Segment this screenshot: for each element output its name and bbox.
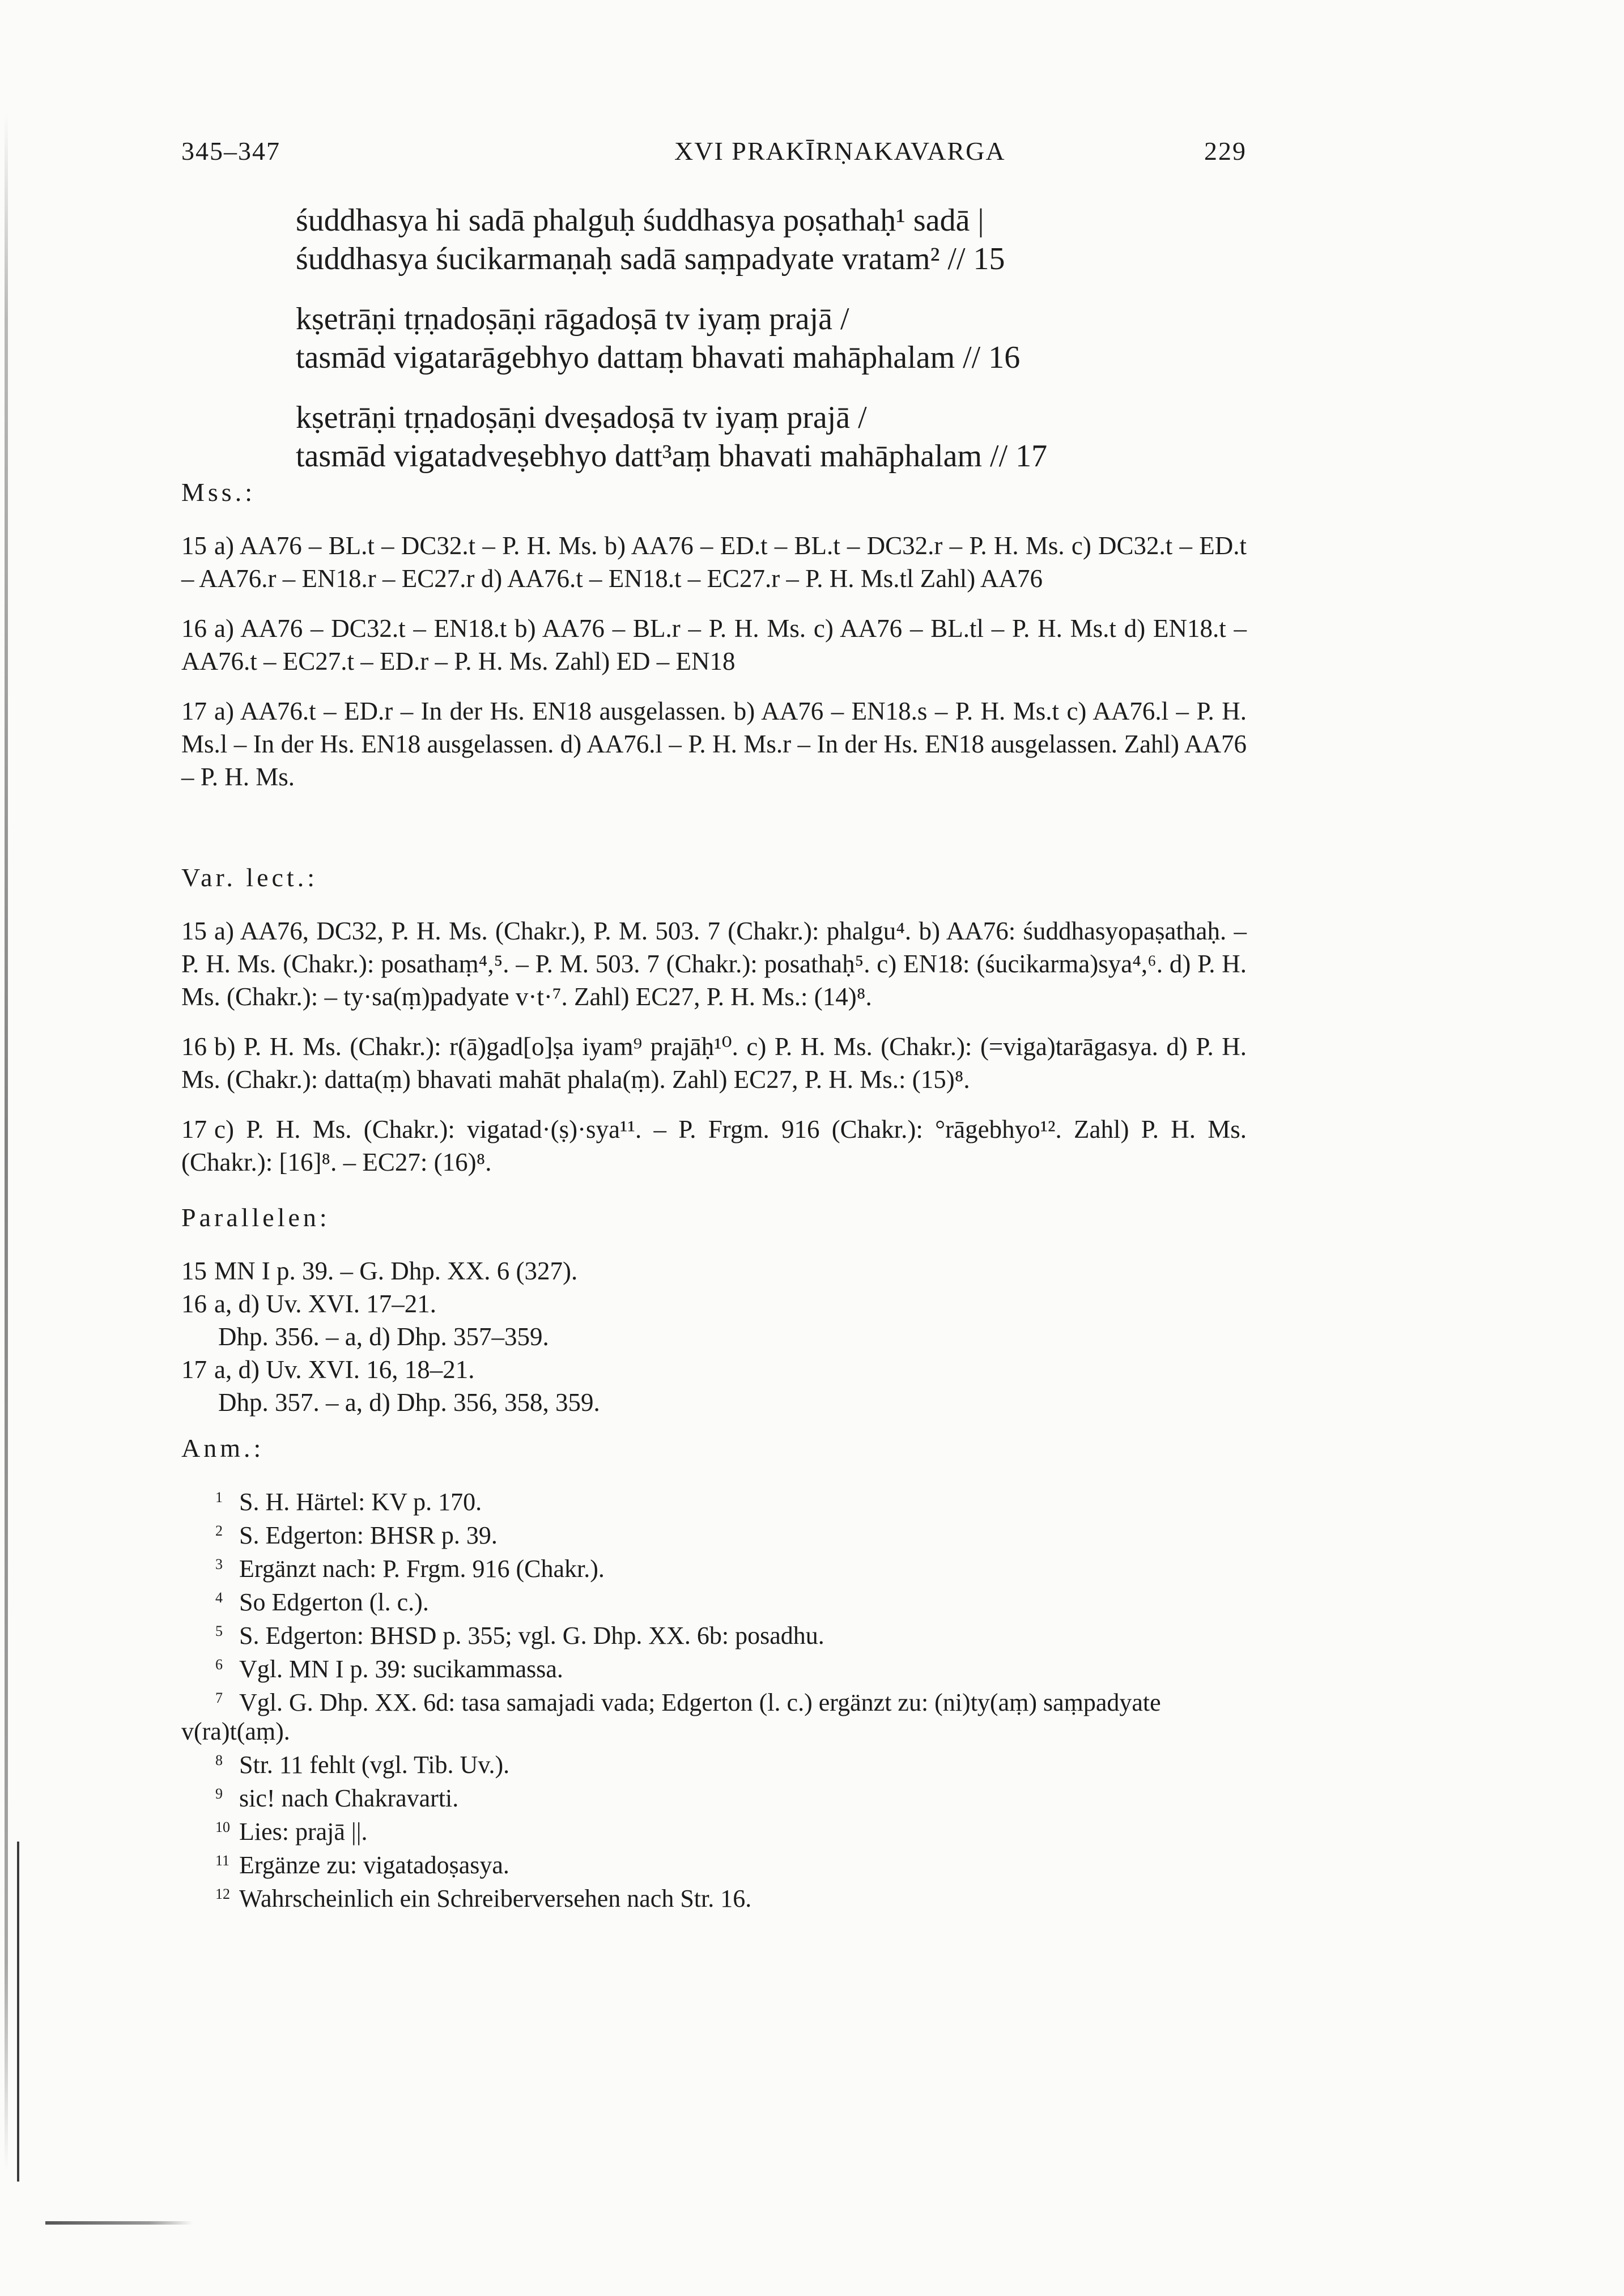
entry-text: a) AA76 – DC32.t – EN18.t b) AA76 – BL.r – P. H. Ms. c) AA76 – BL.tl – P. H. Ms.t d) EN18.t – AA76.t – EC27.t – ED.r – P. H. Ms. Zahl) ED – EN18 xyxy=(181,614,1247,675)
footnote xyxy=(181,1746,1247,1779)
footnote-text: Lies: prajā ||. xyxy=(239,1818,368,1846)
entry-text: a) AA76, DC32, P. H. Ms. (Chakr.), P. M. 503. 7 (Chakr.): phalgu⁴. b) AA76: śuddhasyopaṣathaḥ. – P. H. Ms. (Chakr.): posathaṃ⁴,⁵. – P. M. 503. 7 (Chakr.): posathaḥ⁵. c) EN18: (śucikarma)sya⁴,⁶. d) P. H. Ms. (Chakr.): – ty·sa(ṃ)padyate v·t·⁷. Zahl) EC27, P. H. Ms.: (14)⁸. xyxy=(181,917,1247,1011)
verse-line: tasmād vigatadveṣebhyo datt³aṃ bhavati mahāphalam // 17 xyxy=(296,439,1048,474)
entry-number: 15 xyxy=(181,917,207,945)
entry-number: 17 xyxy=(181,1115,207,1143)
parallelen-section xyxy=(181,1201,1247,1419)
entry-text: a) AA76 – BL.t – DC32.t – P. H. Ms. b) AA76 – ED.t – BL.t – DC32.r – P. H. Ms. c) DC32.t – ED.t – AA76.r – EN18.r – EC27.r d) AA76.t – EN18.t – EC27.r – P. H. Ms.tl Zahl) AA76 xyxy=(181,532,1247,593)
parallel-entry xyxy=(181,1287,1247,1353)
footnote-text: sic! nach Chakravarti. xyxy=(239,1784,459,1812)
footnote-number: 6 xyxy=(215,1656,223,1673)
footnote-text: Vgl. G. Dhp. XX. 6d: tasa samajadi vada; Edgerton (l. c.) ergänzt zu: (ni)ty(aṃ) saṃpadyate v(ra)t(aṃ). xyxy=(181,1689,1161,1745)
section-heading: Mss.: xyxy=(181,478,256,507)
footnote-text: So Edgerton (l. c.). xyxy=(239,1588,429,1616)
verse-line: kṣetrāṇi tṛṇadoṣāṇi dveṣadoṣā tv iyaṃ prajā / xyxy=(296,400,867,435)
mss-entry xyxy=(181,612,1247,678)
entry-continuation: Dhp. 357. – a, d) Dhp. 356, 358, 359. xyxy=(218,1388,600,1417)
scan-edge xyxy=(5,113,8,2170)
chapter-title: XVI PRAKĪRṆAKAVARGA xyxy=(674,137,1006,165)
footnote-text: Str. 11 fehlt (vgl. Tib. Uv.). xyxy=(239,1751,510,1779)
verse-line: śuddhasya hi sadā phalguḥ śuddhasya poṣathaḥ¹ sadā | xyxy=(296,203,984,238)
footnote xyxy=(181,1779,1247,1813)
entry-number: 15 xyxy=(181,532,207,560)
footnote xyxy=(181,1683,1247,1746)
footnote-text: Ergänze zu: vigatadoṣasya. xyxy=(239,1851,509,1879)
footnote-text: S. H. Härtel: KV p. 170. xyxy=(239,1488,482,1516)
footnote xyxy=(181,1550,1247,1583)
footnote xyxy=(181,1516,1247,1550)
footnote-number: 7 xyxy=(215,1690,223,1706)
var-lect-entry xyxy=(181,915,1247,1013)
parallel-entry xyxy=(181,1353,1247,1419)
entry-number: 16 xyxy=(181,614,207,643)
entry-text: c) P. H. Ms. (Chakr.): vigatad·(ṣ)·sya¹¹. – P. Frgm. 916 (Chakr.): °rāgebhyo¹². Zahl) P. H. Ms. (Chakr.): [16]⁸. – EC27: (16)⁸. xyxy=(181,1115,1247,1176)
footnote xyxy=(181,1617,1247,1650)
var-lect-entry xyxy=(181,1030,1247,1096)
parallel-entry xyxy=(181,1255,1247,1287)
entry-number: 16 xyxy=(181,1290,207,1318)
page-number: 229 xyxy=(1204,137,1247,165)
mss-entry xyxy=(181,695,1247,793)
footnote xyxy=(181,1813,1247,1846)
footnote-number: 12 xyxy=(215,1886,230,1902)
footnote xyxy=(181,1483,1247,1516)
anm-section xyxy=(181,1434,1247,1913)
entry-number: 15 xyxy=(181,1257,207,1285)
footnote-text: S. Edgerton: BHSD p. 355; vgl. G. Dhp. XX. 6b: posadhu. xyxy=(239,1622,824,1649)
footnote-text: S. Edgerton: BHSR p. 39. xyxy=(239,1521,498,1549)
footnote-number: 4 xyxy=(215,1589,223,1606)
footnote-number: 9 xyxy=(215,1785,223,1802)
section-heading: Var. lect.: xyxy=(181,863,318,892)
footnote xyxy=(181,1650,1247,1683)
footnote-text: Ergänzt nach: P. Frgm. 916 (Chakr.). xyxy=(239,1555,605,1583)
entry-text: a) AA76.t – ED.r – In der Hs. EN18 ausgelassen. b) AA76 – EN18.s – P. H. Ms.t c) AA76.l – P. H. Ms.l – In der Hs. EN18 ausgelassen. d) AA76.l – P. H. Ms.r – In der Hs. EN18 ausgelassen. Zahl) AA76 – P. H. Ms. xyxy=(181,697,1247,791)
var-lect-section xyxy=(181,861,1247,1196)
running-head xyxy=(181,136,1247,181)
stanza-17 xyxy=(296,398,1259,475)
scan-edge-mark xyxy=(17,1842,19,2182)
footnote-number: 3 xyxy=(215,1556,223,1572)
section-heading: Anm.: xyxy=(181,1434,265,1462)
verse-line: kṣetrāṇi tṛṇadoṣāṇi rāgadoṣā tv iyaṃ prajā / xyxy=(296,301,849,337)
footnote-number: 2 xyxy=(215,1523,223,1539)
footnote-number: 8 xyxy=(215,1752,223,1768)
verse-range: 345–347 xyxy=(181,137,280,165)
entry-text: a, d) Uv. XVI. 16, 18–21. xyxy=(214,1355,475,1384)
entry-number: 17 xyxy=(181,697,207,725)
entry-number: 16 xyxy=(181,1032,207,1061)
mss-entry xyxy=(181,529,1247,595)
footnote-number: 10 xyxy=(215,1819,230,1835)
section-heading: Parallelen: xyxy=(181,1203,330,1232)
verse-block xyxy=(296,201,1259,497)
entry-text: MN I p. 39. – G. Dhp. XX. 6 (327). xyxy=(214,1257,578,1285)
verse-line: śuddhasya śucikarmaṇaḥ sadā saṃpadyate vratam² // 15 xyxy=(296,241,1005,277)
mss-section xyxy=(181,476,1247,810)
entry-text: b) P. H. Ms. (Chakr.): r(ā)gad[o]ṣa iyam⁹ prajāḥ¹⁰. c) P. H. Ms. (Chakr.): (=viga)tarāgasya. d) P. H. Ms. (Chakr.): datta(ṃ) bhavati mahāt phala(ṃ). Zahl) EC27, P. H. Ms.: (15)⁸. xyxy=(181,1032,1247,1094)
footnote xyxy=(181,1880,1247,1913)
footnote xyxy=(181,1583,1247,1617)
verse-line: tasmād vigatarāgebhyo dattaṃ bhavati mahāphalam // 16 xyxy=(296,340,1021,375)
scan-smudge xyxy=(45,2221,193,2225)
stanza-16 xyxy=(296,300,1259,377)
entry-continuation: Dhp. 356. – a, d) Dhp. 357–359. xyxy=(218,1323,549,1351)
footnote-text: Wahrscheinlich ein Schreiberversehen nach Str. 16. xyxy=(239,1885,752,1912)
footnote-text: Vgl. MN I p. 39: sucikammassa. xyxy=(239,1655,563,1683)
footnote xyxy=(181,1846,1247,1880)
entry-text: a, d) Uv. XVI. 17–21. xyxy=(214,1290,437,1318)
var-lect-entry xyxy=(181,1113,1247,1179)
stanza-15 xyxy=(296,201,1259,278)
footnote-number: 1 xyxy=(215,1489,223,1506)
footnote-number: 11 xyxy=(215,1852,230,1869)
entry-number: 17 xyxy=(181,1355,207,1384)
footnote-number: 5 xyxy=(215,1623,223,1639)
